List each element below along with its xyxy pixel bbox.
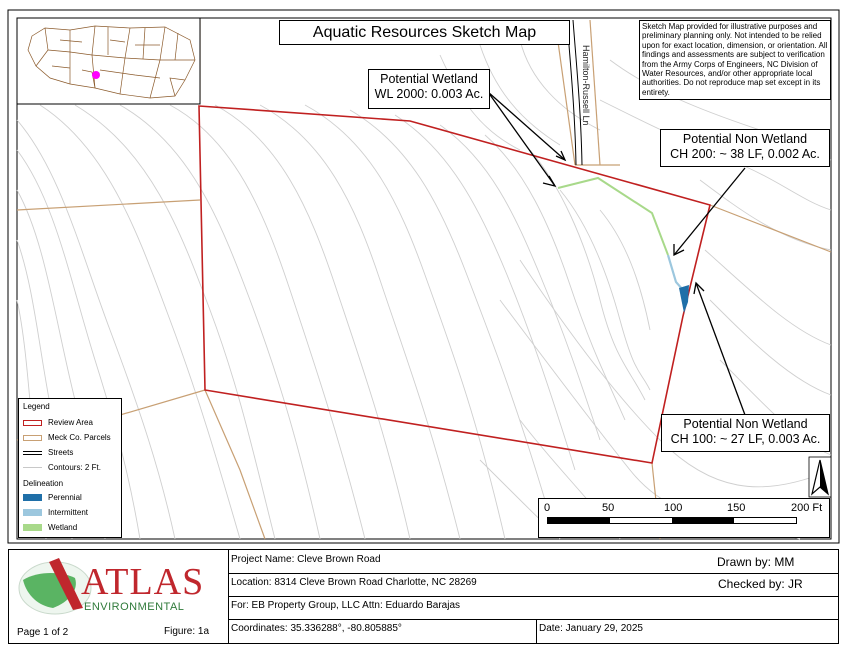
scale-tick-label: 150 [727, 502, 746, 514]
scale-tick-label: 50 [602, 502, 615, 514]
scale-tick-label: 100 [664, 502, 683, 514]
checked-by: Checked by: JR [718, 577, 803, 591]
disclaimer-text: Sketch Map provided for illustrative purposes and preliminary planning only. Not intended to be relied upon for exact location, dimension, or orientation. All findings and assessments are subject to verification from the Army Corps of Engineers, NC Division of Water Resources, and/or other appropriate local authorities. Do not reproduce map set except in its entirety. [639, 20, 831, 100]
title-block [8, 549, 839, 644]
legend-delineation-title: Delineation [23, 479, 64, 488]
project-location: Location: 8314 Cleve Brown Road Charlotte, NC 28269 [231, 577, 477, 588]
row-divider [228, 596, 838, 597]
client-info: For: EB Property Group, LLC Attn: Eduardo Barajas [231, 600, 461, 611]
company-name: ATLAS [81, 561, 205, 603]
legend-item-perennial [23, 493, 82, 503]
scale-bar [538, 498, 830, 538]
legend-item-wetland [23, 523, 77, 533]
scale-tick-label: 0 [544, 502, 551, 514]
project-name: Project Name: Cleve Brown Road [231, 554, 381, 565]
legend-item-streets [23, 448, 73, 458]
scale-bar-graphic [547, 517, 797, 524]
company-subtitle: ENVIRONMENTAL [84, 601, 185, 613]
col-divider [536, 619, 537, 643]
legend-item-contours [23, 463, 101, 473]
row-divider [228, 619, 838, 620]
map-title: Aquatic Resources Sketch Map [279, 20, 570, 45]
legend-swatch [23, 494, 42, 501]
legend-swatch [23, 509, 42, 516]
legend-label: Perennial [48, 493, 82, 502]
legend-title: Legend [23, 402, 50, 411]
legend-item-parcels [23, 433, 111, 443]
north-arrow-icon [809, 457, 831, 497]
legend-label: Streets [48, 448, 74, 457]
legend-swatch [23, 420, 42, 426]
scale-tick-label: 200 Ft [791, 502, 823, 514]
legend-swatch [23, 451, 42, 455]
legend-swatch [23, 467, 42, 468]
coordinates: Coordinates: 35.336288°, -80.805885° [231, 623, 402, 634]
inset-site-marker [92, 71, 100, 79]
legend-swatch [23, 435, 42, 441]
callout-ch100 [661, 414, 830, 452]
callout-wetland [368, 69, 490, 109]
callout-ch200 [660, 129, 830, 167]
logo-panel [9, 550, 229, 643]
callout-ch200-title: Potential Non Wetland [682, 132, 808, 146]
legend-label: Wetland [48, 523, 78, 532]
legend-label: Meck Co. Parcels [48, 433, 111, 442]
callout-ch100-detail: CH 100: ~ 27 LF, 0.003 Ac. [670, 432, 821, 446]
legend-item-intermittent [23, 508, 88, 518]
street-label: Hamilton-Russell Ln [581, 45, 591, 126]
drawn-by: Drawn by: MM [717, 555, 795, 569]
page-number: Page 1 of 2 [17, 627, 69, 638]
figure-number: Figure: 1a [164, 626, 210, 637]
legend-swatch [23, 524, 42, 531]
map-date: Date: January 29, 2025 [539, 623, 643, 634]
callout-ch100-title: Potential Non Wetland [683, 417, 808, 431]
legend-item-review-area [23, 418, 93, 428]
inset-locator-map [17, 18, 200, 104]
legend-label: Intermittent [48, 508, 89, 517]
row-divider [228, 573, 838, 574]
legend-label: Contours: 2 Ft. [48, 463, 101, 472]
callout-wetland-detail: WL 2000: 0.003 Ac. [374, 87, 484, 101]
callout-wetland-title: Potential Wetland [380, 72, 478, 86]
map-legend [18, 398, 122, 538]
callout-ch200-detail: CH 200: ~ 38 LF, 0.002 Ac. [670, 147, 820, 161]
legend-label: Review Area [48, 418, 93, 427]
